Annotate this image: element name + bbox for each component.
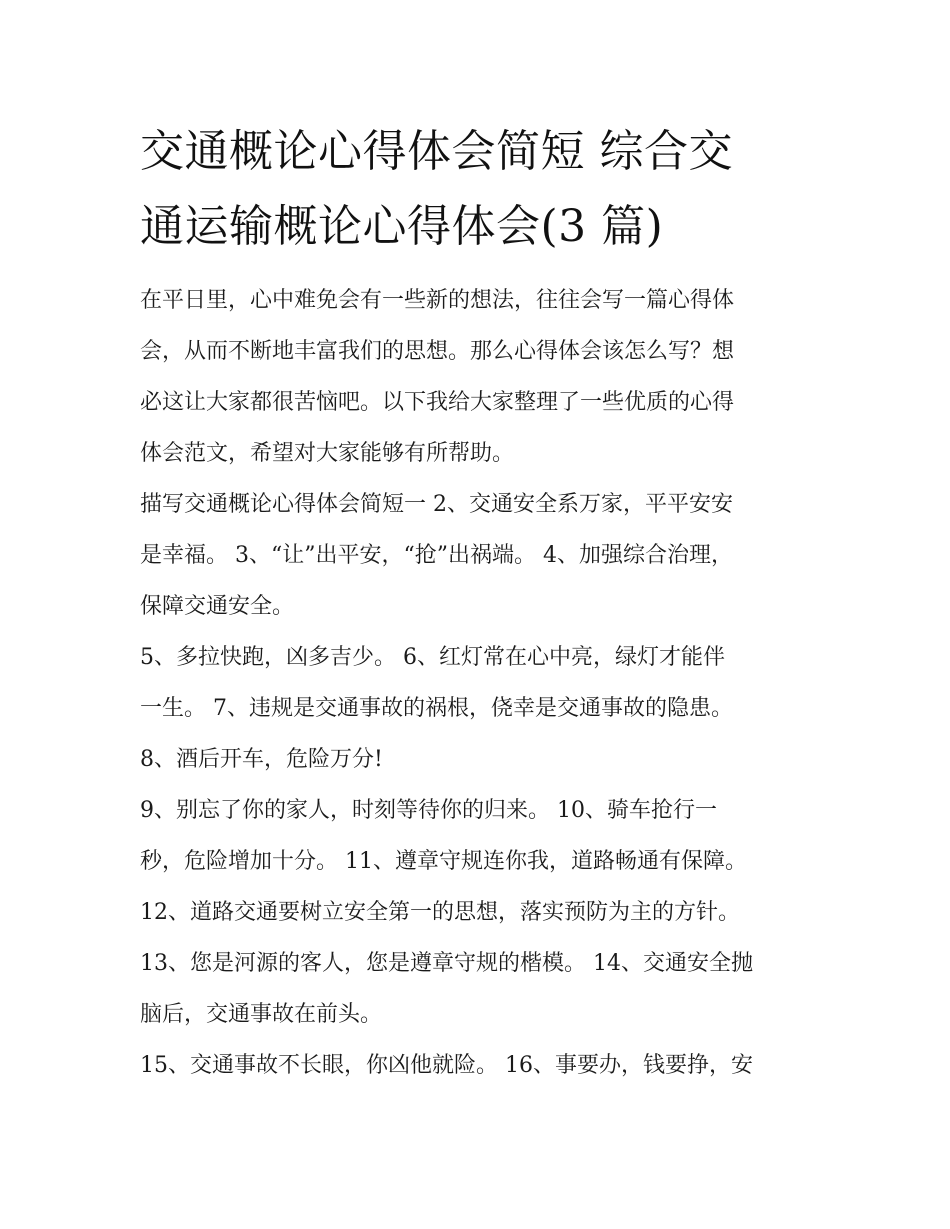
body-line: 5、多拉快跑，凶多吉少。 6、红灯常在心中亮，绿灯才能伴: [140, 645, 725, 670]
body-line: 会，从而不断地丰富我们的思想。那么心得体会该怎么写？想: [140, 339, 735, 364]
body-line: 13、您是河源的客人，您是遵章守规的楷模。 14、交通安全抛: [140, 951, 753, 976]
title-line: 通运输概论心得体会(3 篇): [140, 201, 664, 252]
body-line: 在平日里，心中难免会有一些新的想法，往往会写一篇心得体: [140, 288, 735, 313]
body-line: 9、别忘了你的家人，时刻等待你的归来。 10、骑车抢行一: [140, 798, 717, 823]
body-line: 脑后，交通事故在前头。: [140, 1002, 383, 1027]
body-line: 12、道路交通要树立安全第一的思想，落实预防为主的方针。: [140, 900, 740, 925]
document-title: [140, 114, 820, 264]
body-line: 8、酒后开车，危险万分!: [140, 747, 383, 772]
body-line: 秒，危险增加十分。 11、遵章守规连你我，道路畅通有保障。: [140, 849, 747, 874]
body-line: 是幸福。 3、“让”出平安，“抢”出祸端。 4、加强综合治理，: [140, 543, 733, 568]
body-line: 15、交通事故不长眼，你凶他就险。 16、事要办，钱要挣，安: [140, 1053, 753, 1078]
title-line: 交通概论心得体会简短 综合交: [140, 126, 733, 177]
body-line: 一生。 7、违规是交通事故的祸根，侥幸是交通事故的隐患。: [140, 696, 733, 721]
body-line: 体会范文，希望对大家能够有所帮助。: [140, 441, 515, 466]
document-body: [140, 275, 820, 1091]
body-line: 描写交通概论心得体会简短一 2、交通安全系万家，平平安安: [140, 492, 733, 517]
body-line: 保障交通安全。: [140, 594, 295, 619]
body-line: 必这让大家都很苦恼吧。以下我给大家整理了一些优质的心得: [140, 390, 735, 415]
